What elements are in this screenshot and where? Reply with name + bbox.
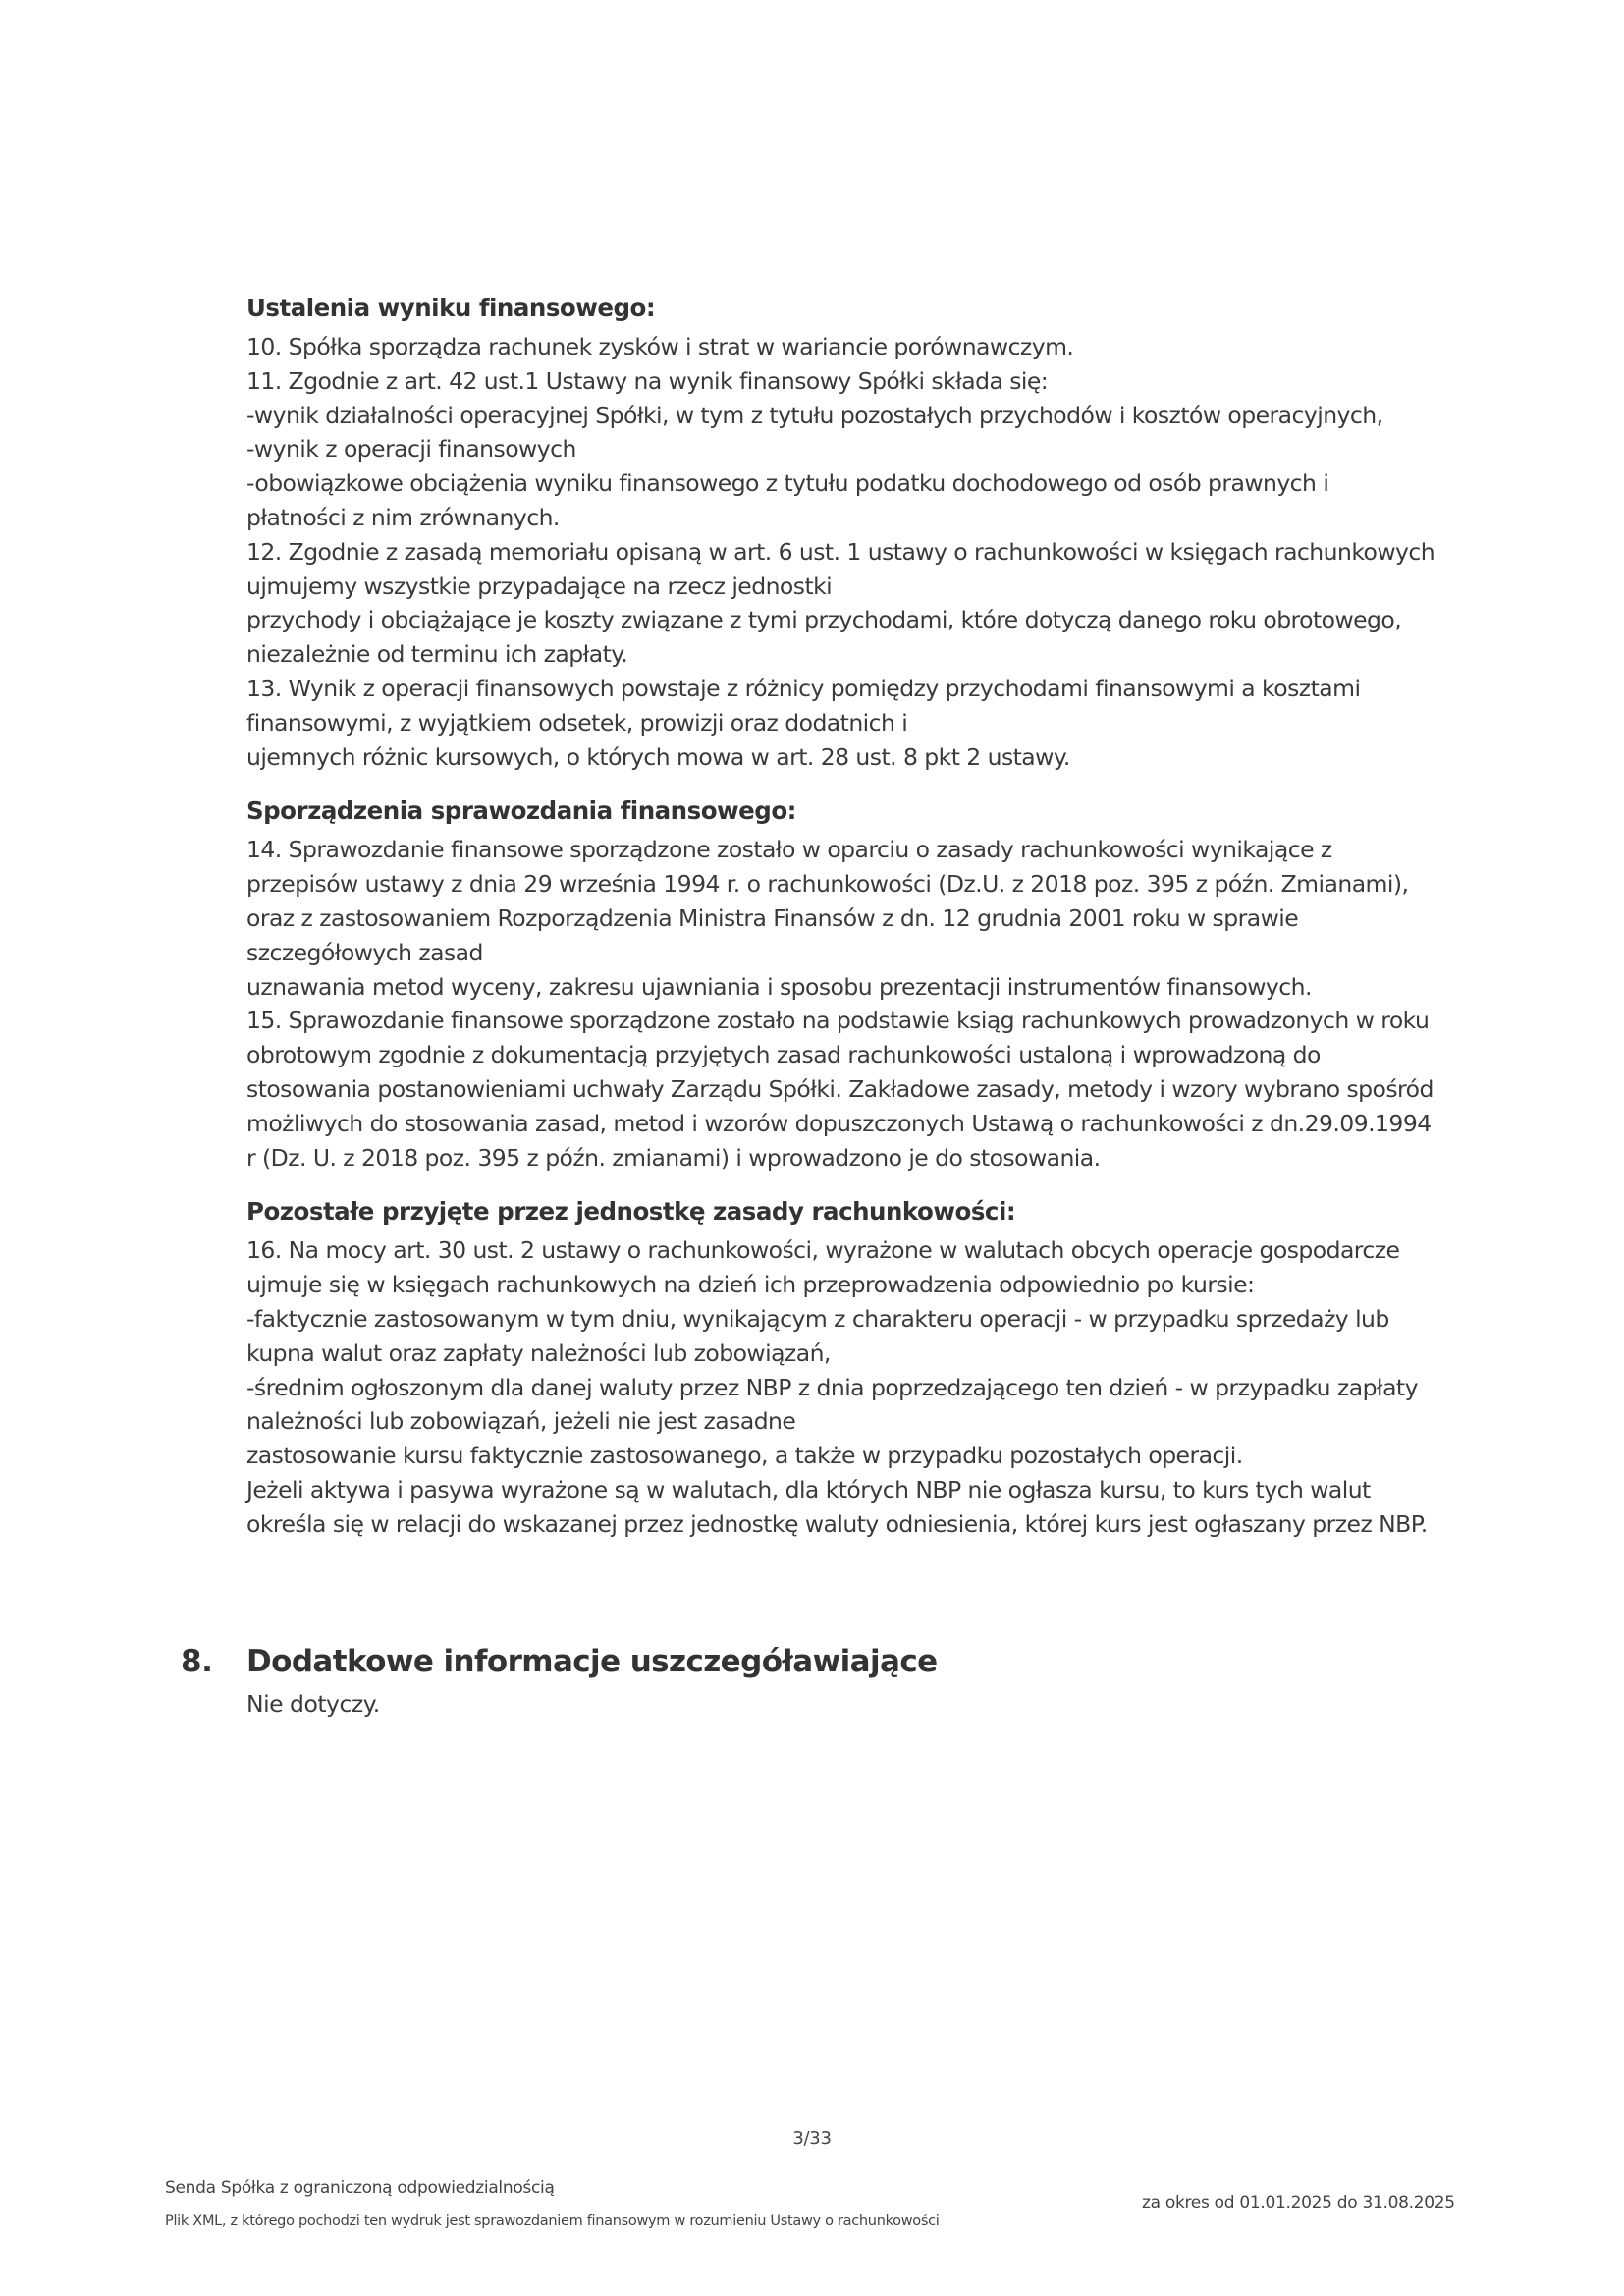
paragraph-line: -średnim ogłoszonym dla danej waluty przez NBP z dnia poprzedzającego ten dzień - w przypadku zapłaty xyxy=(246,1373,1418,1401)
paragraph-line: -wynik z operacji finansowych xyxy=(246,435,576,464)
paragraph-line: ujmuje się w księgach rachunkowych na dzień ich przeprowadzenia odpowiednio po kursie: xyxy=(246,1271,1255,1299)
chapter-title: Dodatkowe informacje uszczegóławiające xyxy=(246,1644,938,1679)
footer-reporting-period: za okres od 01.01.2025 do 31.08.2025 xyxy=(1142,2193,1455,2213)
section-title: Ustalenia wyniku finansowego: xyxy=(246,294,656,322)
paragraph-line: kupna walut oraz zapłaty należności lub zobowiązań, xyxy=(246,1339,831,1367)
footer-legal-note: Plik XML, z którego pochodzi ten wydruk jest sprawozdaniem finansowym w rozumieniu Ustawy o rachunkowości xyxy=(165,2214,940,2229)
section-title: Pozostałe przyjęte przez jednostkę zasady rachunkowości: xyxy=(246,1197,1016,1227)
paragraph-line: finansowymi, z wyjątkiem odsetek, prowizji oraz dodatnich i xyxy=(246,708,908,737)
section-financial-result xyxy=(246,291,1523,774)
paragraph-line: ujemnych różnic kursowych, o których mowa w art. 28 ust. 8 pkt 2 ustawy. xyxy=(246,742,1070,771)
paragraph-line: stosowania postanowieniami uchwały Zarządu Spółki. Zakładowe zasady, metody i wzory wybrano spośród xyxy=(246,1074,1434,1103)
paragraph-line: 10. Spółka sporządza rachunek zysków i strat w wariancie porównawczym. xyxy=(246,333,1074,360)
section-gap xyxy=(246,774,1523,793)
paragraph-line: przychody i obciążające je koszty związane z tymi przychodami, które dotyczą danego roku obrotowego, xyxy=(246,606,1402,634)
chapter-number: 8. xyxy=(181,1644,213,1679)
paragraph-line: płatności z nim zrównanych. xyxy=(246,503,560,531)
paragraph-line: -faktycznie zastosowanym w tym dniu, wynikającym z charakteru operacji - w przypadku sprzedaży lub xyxy=(246,1304,1389,1333)
page-number: 3/33 xyxy=(792,2128,832,2149)
paragraph-line: -wynik działalności operacyjnej Spółki, w tym z tytułu pozostałych przychodów i kosztów operacyjnych, xyxy=(246,401,1383,429)
paragraph-line: niezależnie od terminu ich zapłaty. xyxy=(246,640,628,669)
paragraph-line: r (Dz. U. z 2018 poz. 395 z późn. zmianami) i wprowadzono je do stosowania. xyxy=(246,1143,1101,1172)
paragraph-line: -obowiązkowe obciążenia wyniku finansowego z tytułu podatku dochodowego od osób prawnych i xyxy=(246,469,1329,498)
paragraph-line: Jeżeli aktywa i pasywa wyrażone są w walutach, dla których NBP nie ogłasza kursu, to kurs tych walut xyxy=(246,1475,1371,1503)
accounting-policies-content xyxy=(246,291,1523,1542)
section-other-policies xyxy=(246,1194,1523,1541)
footer-company-name: Senda Spółka z ograniczoną odpowiedzialnością xyxy=(165,2178,555,2198)
paragraph-line: możliwych do stosowania zasad, metod i wzorów dopuszczonych Ustawą o rachunkowości z dn.29.09.1994 xyxy=(246,1109,1432,1137)
paragraph-line: 13. Wynik z operacji finansowych powstaje z różnicy pomiędzy przychodami finansowymi a kosztami xyxy=(246,674,1361,702)
paragraph-line: 15. Sprawozdanie finansowe sporządzone zostało na podstawie ksiąg rachunkowych prowadzonych w roku xyxy=(246,1007,1430,1035)
paragraph-line: 14. Sprawozdanie finansowe sporządzone zostało w oparciu o zasady rachunkowości wynikające z xyxy=(246,836,1332,864)
paragraph-line: szczegółowych zasad xyxy=(246,938,483,966)
paragraph-line: ujmujemy wszystkie przypadające na rzecz jednostki xyxy=(246,572,833,600)
chapter-body: Nie dotyczy. xyxy=(246,1690,380,1718)
paragraph-line: uznawania metod wyceny, zakresu ujawniania i sposobu prezentacji instrumentów finansowych. xyxy=(246,972,1312,1001)
paragraph-line: 12. Zgodnie z zasadą memoriału opisaną w art. 6 ust. 1 ustawy o rachunkowości w księgach rachunkowych xyxy=(246,537,1435,566)
section-title: Sporządzenia sprawozdania finansowego: xyxy=(246,796,796,826)
paragraph-line: przepisów ustawy z dnia 29 września 1994 r. o rachunkowości (Dz.U. z 2018 poz. 395 z późn. Zmianami), xyxy=(246,870,1409,899)
section-financial-statements xyxy=(246,793,1523,1175)
section-gap xyxy=(246,1175,1523,1194)
paragraph-line: obrotowym zgodnie z dokumentacją przyjętych zasad rachunkowości ustaloną i wprowadzoną do xyxy=(246,1041,1321,1069)
paragraph-line: należności lub zobowiązań, jeżeli nie jest zasadne xyxy=(246,1407,796,1436)
paragraph-line: oraz z zastosowaniem Rozporządzenia Ministra Finansów z dn. 12 grudnia 2001 roku w sprawie xyxy=(246,903,1299,932)
paragraph-line: określa się w relacji do wskazanej przez jednostkę waluty odniesienia, której kurs jest ogłaszany przez NBP. xyxy=(246,1509,1428,1538)
paragraph-line: zastosowanie kursu faktycznie zastosowanego, a także w przypadku pozostałych operacji. xyxy=(246,1442,1243,1470)
paragraph-line: 16. Na mocy art. 30 ust. 2 ustawy o rachunkowości, wyrażone w walutach obcych operacje gospodarcze xyxy=(246,1236,1400,1265)
paragraph-line: 11. Zgodnie z art. 42 ust.1 Ustawy na wynik finansowy Spółki składa się: xyxy=(246,366,1049,395)
